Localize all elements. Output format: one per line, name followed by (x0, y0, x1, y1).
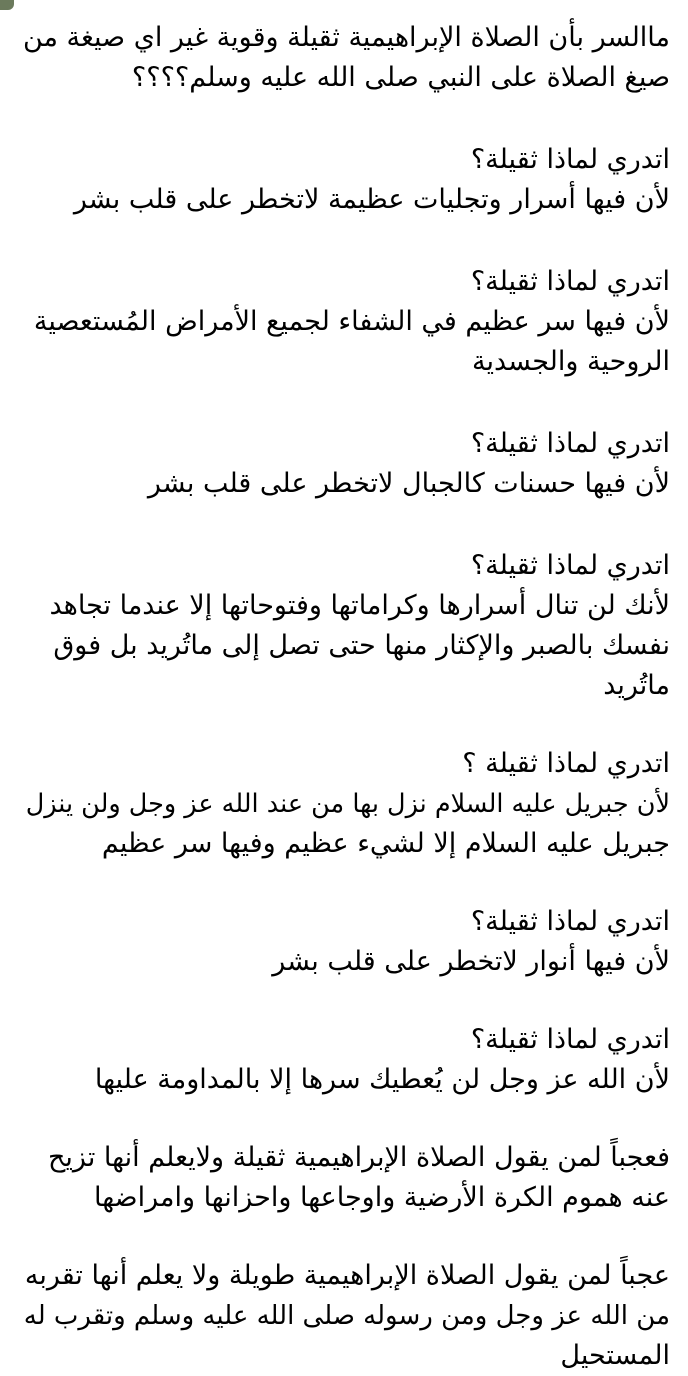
text-line: ماتُريد (603, 670, 670, 701)
text-line: اتدري لماذا ثقيلة؟ (470, 144, 670, 175)
paragraph-reason-6 (18, 902, 670, 982)
text-line: نفسك بالصبر والإكثار منها حتى تصل إلى ماتُريد بل فوق (53, 630, 670, 661)
paragraph-reason-3 (18, 424, 670, 504)
text-line: اتدري لماذا ثقيلة؟ (470, 428, 670, 459)
paragraph-reason-7 (18, 1020, 670, 1100)
text-line: لأن فيها حسنات كالجبال لاتخطر على قلب بشر (147, 468, 670, 499)
text-line: عنه هموم الكرة الأرضية واوجاعها واحزانها وامراضها (93, 1182, 670, 1213)
text-line: اتدري لماذا ثقيلة؟ (470, 906, 670, 937)
paragraph-reason-2 (18, 262, 670, 382)
paragraph-intro-question (18, 18, 670, 98)
text-line: ماالسر بأن الصلاة الإبراهيمية ثقيلة وقوية غير اي صيغة من (22, 22, 670, 53)
text-line: اتدري لماذا ثقيلة؟ (470, 266, 670, 297)
corner-avatar-fragment (0, 0, 14, 10)
text-line: المستحيل (560, 1340, 670, 1371)
text-line: اتدري لماذا ثقيلة؟ (470, 550, 670, 581)
text-line: من الله عز وجل ومن رسوله صلى الله عليه وسلم وتقرب له (23, 1301, 670, 1331)
text-line: لأنك لن تنال أسرارها وكراماتها وفتوحاتها إلا عندما تجاهد (49, 590, 670, 621)
paragraph-reason-1 (18, 140, 670, 220)
text-line: لأن الله عز وجل لن يُعطيك سرها إلا بالمداومة عليها (94, 1064, 670, 1095)
paragraph-reason-4 (18, 546, 670, 706)
post-text (18, 18, 670, 1376)
paragraph-reason-5 (18, 744, 670, 864)
text-line: اتدري لماذا ثقيلة؟ (470, 1024, 670, 1055)
text-line: لأن فيها أنوار لاتخطر على قلب بشر (272, 946, 670, 977)
text-line: الروحية والجسدية (471, 346, 670, 377)
text-line: صيغ الصلاة على النبي صلى الله عليه وسلم؟؟؟؟ (131, 62, 670, 93)
paragraph-wonder-long (18, 1256, 670, 1376)
text-line: لأن فيها أسرار وتجليات عظيمة لاتخطر على قلب بشر (73, 184, 670, 215)
text-line: فعجباً لمن يقول الصلاة الإبراهيمية ثقيلة ولايعلم أنها تزيح (47, 1142, 670, 1173)
text-line: اتدري لماذا ثقيلة ؟ (462, 748, 670, 779)
text-line: لأن جبريل عليه السلام نزل بها من عند الله عز وجل ولن ينزل (25, 789, 670, 819)
text-line: عجباً لمن يقول الصلاة الإبراهيمية طويلة ولا يعلم أنها تقربه (24, 1260, 670, 1291)
text-line: لأن فيها سر عظيم في الشفاء لجميع الأمراض المُستعصية (33, 306, 670, 337)
text-line: جبريل عليه السلام إلا لشيء عظيم وفيها سر عظيم (101, 828, 670, 859)
paragraph-wonder-heavy (18, 1138, 670, 1218)
